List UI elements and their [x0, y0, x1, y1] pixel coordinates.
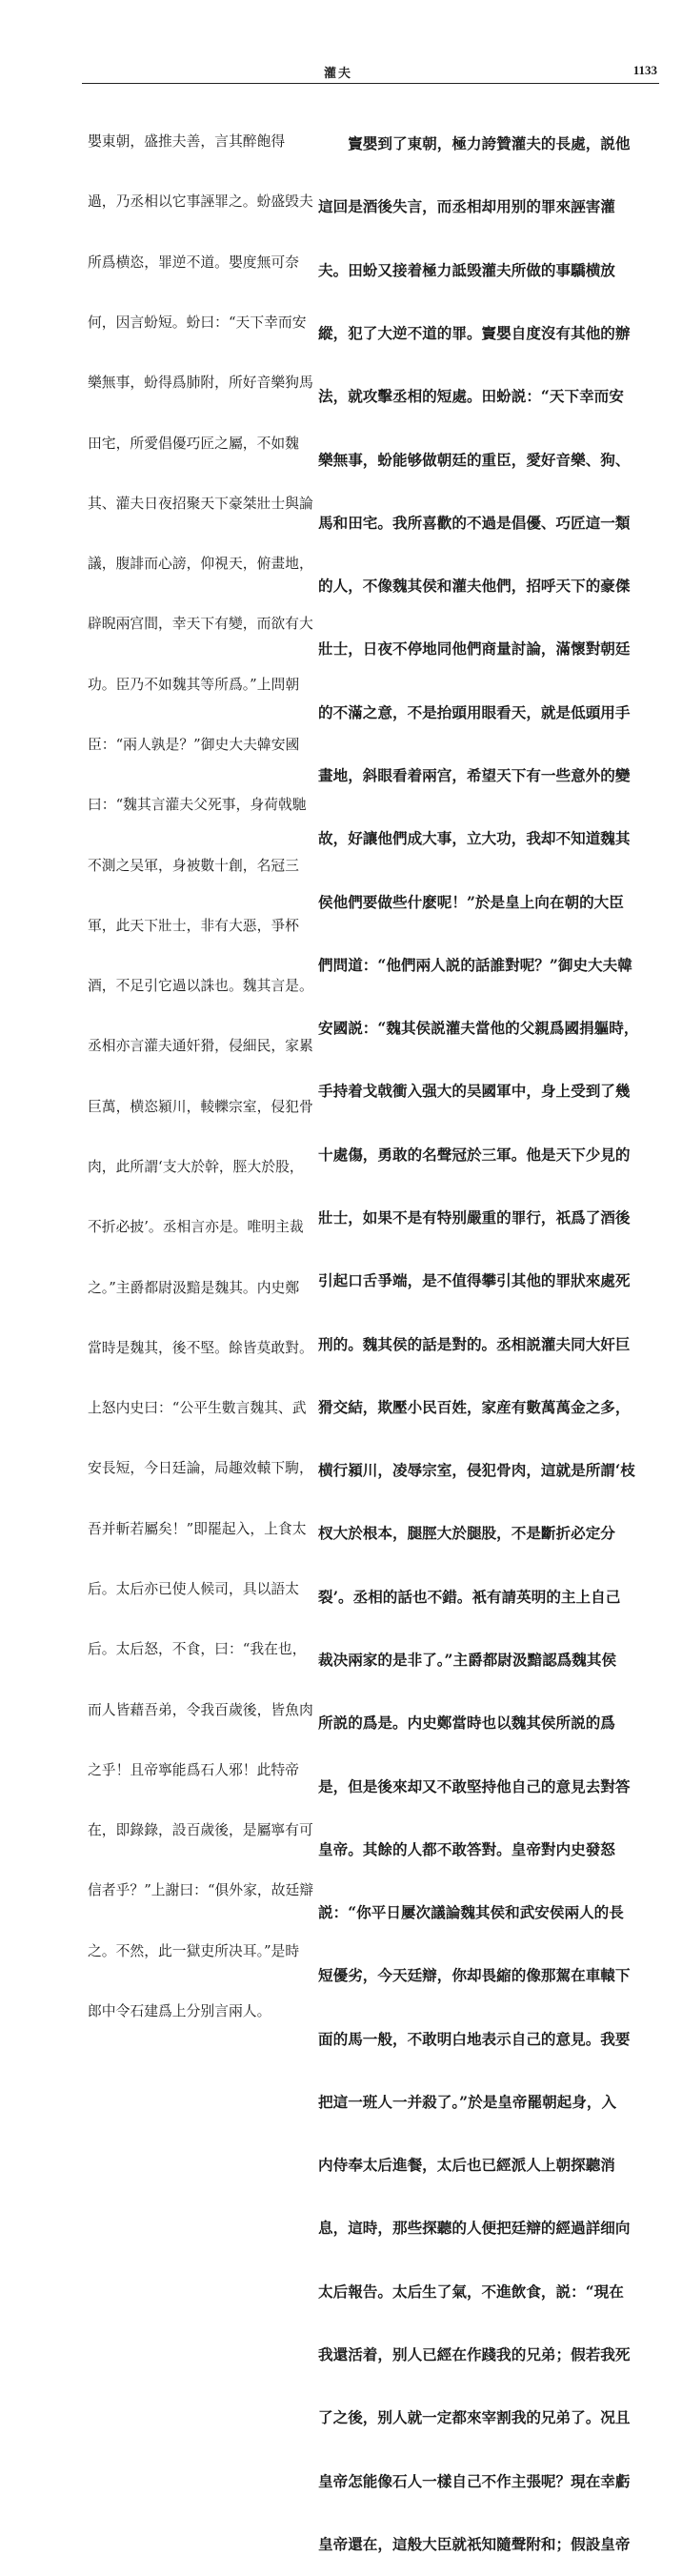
text-line: 太后報告。太后生了氣，不進飲食，説：“現在 [318, 2282, 624, 2301]
text-line: 樂無事，蚡得爲肺附，所好音樂狗馬 [88, 375, 313, 392]
text-line: 之乎！且帝寧能爲石人邪！此特帝 [88, 1761, 299, 1778]
text-line: 馬和田宅。我所喜歡的不過是倡優、巧匠這一類 [318, 513, 631, 532]
text-line: 曰：“魏其言灌夫父死事，身荷戟馳 [88, 797, 307, 814]
text-line: 横行潁川，凌辱宗室，侵犯骨肉，這就是所謂‘枝 [318, 1461, 635, 1480]
text-line: 裁决兩家的是非了。”主爵都尉汲黯認爲魏其侯 [318, 1650, 617, 1669]
text-line: 信者乎？”上謝曰：“俱外家，故廷辯 [88, 1882, 314, 1899]
text-line: 辟睨兩宫間，幸天下有變，而欲有大 [88, 616, 313, 633]
text-line: 臣：“兩人孰是？”御史大夫韓安國 [88, 737, 300, 753]
text-line: 何，因言蚡短。蚡曰：“天下幸而安 [88, 314, 307, 332]
text-line: 巨萬，横恣潁川，輘轢宗室，侵犯骨 [88, 1098, 313, 1115]
text-line: 壯士，如果不是有特别嚴重的罪行，祇爲了酒後 [318, 1207, 631, 1227]
text-line: 猾交結，欺壓小民百姓，家産有數萬萬金之多， [318, 1397, 631, 1416]
text-line: 了之後，别人就一定都來宰割我的兄弟了。况且 [318, 2408, 631, 2427]
text-line: 内侍奉太后進餐，太后也已經派人上朝探聽消 [318, 2156, 615, 2175]
text-line: 縱，犯了大逆不道的罪。竇嬰自度沒有其他的辦 [318, 324, 631, 343]
text-line: 短優劣，今天廷辯，你却畏縮的像那駕在車轅下 [318, 1966, 631, 1985]
text-line: 竇嬰到了東朝，極力誇贊灌夫的長處，説他 [318, 134, 631, 153]
text-line: 十處傷，勇敢的名聲冠於三軍。他是天下少見的 [318, 1145, 631, 1164]
page-number: 1133 [632, 63, 657, 77]
text-line: 不測之吴軍，身被數十創，名冠三 [88, 857, 299, 874]
text-line: 樂無事，蚡能够做朝廷的重臣，愛好音樂、狗、 [318, 450, 631, 469]
text-line: 安國説：“魏其侯説灌夫當他的父親爲國捐軀時， [318, 1019, 639, 1038]
text-line: 郎中令石建爲上分别言兩人。 [88, 2002, 271, 2019]
text-line: 功。臣乃不如魏其等所爲。”上問朝 [88, 676, 300, 693]
running-header [86, 63, 657, 82]
text-line: 息，這時，那些探聽的人便把廷辯的經過詳细向 [318, 2219, 631, 2238]
text-line: 們問道：“他們兩人説的話誰對呢？”御史大夫韓 [318, 955, 632, 974]
text-line: 故，好讓他們成大事，立大功，我却不知道魏其 [318, 829, 631, 848]
text-line: 是，但是後來却又不敢堅持他自己的意見去對答 [318, 1776, 631, 1795]
text-line: 夫。田蚡又接着極力詆毁灌夫所做的事驕横放 [318, 260, 615, 279]
text-line: 法，就攻擊丞相的短處。田蚡説：“天下幸而安 [318, 387, 624, 406]
text-line: 后。太后怒，不食，曰：“我在也， [88, 1641, 307, 1658]
text-line: 的不滿之意，不是抬頭用眼看天，就是低頭用手 [318, 702, 631, 721]
text-line: 引起口舌爭端，是不值得攀引其他的罪狀來處死 [318, 1271, 631, 1290]
text-line: 不折必披’。丞相言亦是。唯明主裁 [88, 1219, 304, 1236]
text-line: 所爲横恣，罪逆不道。嬰度無可奈 [88, 254, 299, 271]
text-line: 裂’。丞相的話也不錯。衹有請英明的主上自己 [318, 1587, 621, 1606]
text-line: 而人皆藉吾弟，令我百歲後，皆魚肉 [88, 1701, 313, 1718]
text-line: 壯士，日夜不停地同他們商量討論，滿懷對朝廷 [318, 639, 631, 659]
text-line: 其、灌夫日夜招聚天下豪桀壯士與論 [88, 495, 313, 512]
text-line: 之。”主爵都尉汲黯是魏其。内史鄭 [88, 1279, 300, 1296]
text-line: 議，腹誹而心謗，仰視天，俯畫地， [88, 556, 313, 573]
text-line: 刑的。魏其侯的話是對的。丞相説灌夫同大奸巨 [318, 1334, 631, 1353]
text-line: 軍，此天下壯士，非有大惡，爭杯 [88, 917, 299, 934]
text-line: 畫地，斜眼看着兩宫，希望天下有一些意外的變 [318, 766, 631, 784]
text-line: 皇帝。其餘的人都不敢答對。皇帝對内史發怒 [318, 1839, 615, 1858]
text-line: 吾并斬若屬矣！”即罷起入，上食太 [88, 1520, 307, 1537]
text-line: 侯他們要做些什麽呢！”於是皇上向在朝的大臣 [318, 892, 624, 911]
text-line: 把這一班人一并殺了。”於是皇帝罷朝起身，入 [318, 2092, 617, 2111]
text-line: 在，即錄錄，設百歲後，是屬寧有可 [88, 1822, 313, 1839]
text-line: 手持着戈戟衝入强大的吴國軍中，身上受到了幾 [318, 1082, 631, 1101]
text-line: 肉，此所謂‘支大於幹，脛大於股， [88, 1158, 304, 1175]
text-line: 安長短，今日廷論，局趣效轅下駒， [88, 1460, 313, 1477]
text-line: 我還活着，别人已經在作踐我的兄弟；假若我死 [318, 2345, 631, 2364]
text-line: 所説的爲是。内史鄭當時也以魏其侯所説的爲 [318, 1714, 615, 1733]
text-line: 上怒内史曰：“公平生數言魏其、武 [88, 1400, 307, 1417]
text-line: 后。太后亦已使人候司，具以語太 [88, 1580, 299, 1597]
text-line: 説：“你平日屢次議論魏其侯和武安侯兩人的長 [318, 1903, 624, 1922]
header-rule [82, 83, 659, 84]
text-line: 這回是酒後失言，而丞相却用别的罪來誣害灌 [318, 197, 615, 216]
text-line: 的人，不像魏其侯和灌夫他們，招呼天下的豪傑 [318, 577, 631, 596]
running-header-title: 灌夫 [324, 67, 353, 81]
text-line: 皇帝怎能像石人一樣自己不作主張呢？現在幸虧 [318, 2471, 631, 2490]
text-line: 田宅，所愛倡優巧匠之屬，不如魏 [88, 435, 299, 452]
text-line: 面的馬一般，不敢明白地表示自己的意見。我要 [318, 2029, 631, 2048]
text-line: 嬰東朝，盛推夫善，言其醉飽得 [88, 133, 286, 151]
text-line: 酒，不足引它過以誅也。魏其言是。 [88, 978, 313, 995]
text-line: 丞相亦言灌夫通奸猾，侵細民，家累 [88, 1038, 313, 1055]
text-line: 之。不然，此一獄吏所决耳。”是時 [88, 1942, 300, 1959]
text-line: 當時是魏其，後不堅。餘皆莫敢對。 [88, 1339, 313, 1356]
text-line: 杈大於根本，腿脛大於腿股，不是斷折必定分 [318, 1524, 615, 1543]
classical-text-column [88, 91, 314, 2041]
text-line: 皇帝還在，這般大臣就祇知隨聲附和；假設皇帝 [318, 2534, 631, 2553]
text-line: 過，乃丞相以它事誣罪之。蚡盛毁夫 [88, 193, 313, 211]
translation-text-column [318, 91, 639, 2576]
